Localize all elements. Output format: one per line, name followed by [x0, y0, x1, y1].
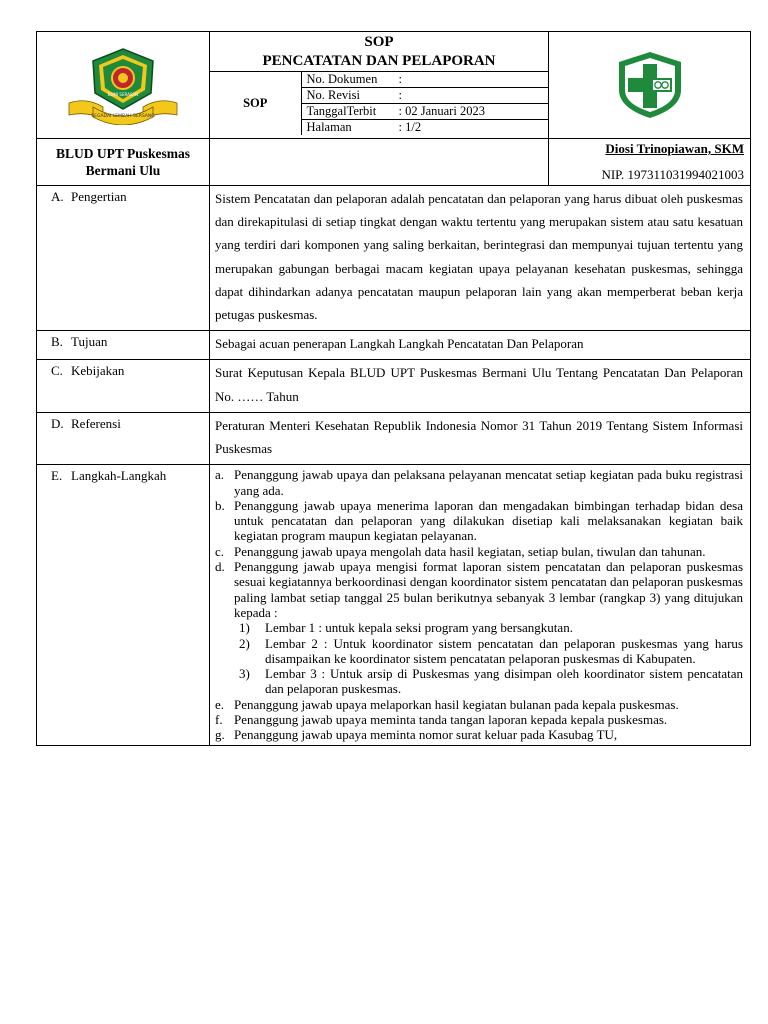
- list-item: a. Penanggung jawab upaya dan pelaksana pelayanan mencatat setiap kegiatan pada buku registrasi yang ada.: [215, 467, 743, 498]
- section-text-pengertian: Sistem Pencatatan dan pelaporan adalah pencatatan dan pelaporan yang harus dibuat oleh puskesmas dan direkapitulasi di setiap tingkat dengan waktu tertentu yang merupakan sistem atau satu kesatuan yang terdiri dari komponen yang saling berkaitan, berintegrasi dan mempunyai tujuan tertentu yang merupakan gabungan berbagai macam kegiatan upaya pelayanan kesehatan puskesmas, sehingga dapat dihindarkan adanya pencatatan maupun pelaporan lain yang akan memperberat beban kerja petugas puskesmas.: [210, 186, 751, 331]
- list-item: e. Penanggung jawab upaya melaporkan hasil kegiatan bulanan pada kepala puskesmas.: [215, 696, 679, 712]
- section-text-tujuan: Sebagai acuan penerapan Langkah Langkah Pencatatan Dan Pelaporan: [210, 331, 751, 360]
- meta-key: No. Revisi: [306, 88, 360, 102]
- list-item: c. Penanggung jawab upaya mengolah data hasil kegiatan, setiap bulan, tiwulan dan tahunan.: [215, 543, 706, 559]
- sub-list-item: 2) Lembar 2 : Untuk koordinator sistem pencatatan dan pelaporan puskesmas yang harus disampaikan ke koordinator sistem pencatatan pelaporan puskesmas di Kabupaten.: [239, 635, 743, 666]
- doc-meta-table: [210, 71, 548, 135]
- meta-key: Halaman: [306, 120, 352, 134]
- meta-key: No. Dokumen: [306, 72, 378, 86]
- empty-signature-cell: [210, 139, 549, 186]
- meta-key: TanggalTerbit: [306, 104, 377, 118]
- sub-list-item: 1) Lembar 1 : untuk kepala seksi program yang bersangkutan.: [239, 620, 573, 636]
- signer-name: Diosi Trinopiawan, SKM: [605, 141, 744, 156]
- meta-value: :: [398, 72, 402, 86]
- sub-list-item: 3) Lembar 3 : Untuk arsip di Puskesmas yang disimpan oleh koordinator sistem pencatatan dan pelaporan puskesmas.: [239, 666, 743, 697]
- emblem-motto: SEGADAI LEMBAH SERSANG: [91, 114, 155, 119]
- section-label-langkah: E. Langkah-Langkah: [37, 465, 210, 745]
- meta-value: : 1/2: [398, 120, 422, 134]
- section-label-referensi: D. Referensi: [37, 412, 210, 464]
- section-label-pengertian: A. Pengertian: [37, 186, 210, 331]
- section-label-kebijakan: C. Kebijakan: [37, 360, 210, 412]
- section-label-tujuan: B. Tujuan: [37, 331, 210, 360]
- emblem-name: BUMI SERASAN: [107, 92, 139, 97]
- puskesmas-logo-icon: [609, 50, 691, 120]
- sop-document-table: [36, 31, 751, 746]
- doc-title-sop: SOP: [364, 34, 394, 50]
- meta-value: :: [398, 88, 402, 102]
- signer-block: [549, 139, 751, 186]
- puskesmas-logo-cell: [549, 32, 751, 139]
- section-text-kebijakan: Surat Keputusan Kepala BLUD UPT Puskesmas Bermani Ulu Tentang Pencatatan Dan Pelaporan No. …… Tahun: [210, 360, 751, 412]
- section-text-referensi: Peraturan Menteri Kesehatan Republik Indonesia Nomor 31 Tahun 2019 Tentang Sistem Informasi Puskesmas: [210, 412, 751, 464]
- list-item: d. Penanggung jawab upaya mengisi format laporan sistem pencatatan dan pelaporan puskesmas sesuai kegiatannya berkoordinasi dengan koordinator sistem pencatatan dan pelaporan puskesmas paling lambat setiap tanggal 25 bulan berikutnya sebanyak 3 lembar (rangkap 3) yang ditujukan kepada :: [215, 559, 743, 620]
- sop-label: SOP: [210, 72, 301, 136]
- doc-title-main: PENCATATAN DAN PELAPORAN: [262, 53, 496, 69]
- district-logo-cell: [37, 32, 210, 139]
- list-item: b. Penanggung jawab upaya menerima laporan dan mengadakan bimbingan terhadap bidan desa untuk pencatatan dan pelaporan yang dilakukan disetiap kali melaksanakan kegiatan baik kegiatan program maupun kegiatan pelayanan.: [215, 497, 743, 544]
- list-item: g. Penanggung jawab upaya meminta nomor surat keluar pada Kasubag TU,: [215, 727, 618, 743]
- organization-name: BLUD UPT Puskesmas Bermani Ulu: [37, 139, 210, 186]
- signer-nip: NIP. 197311031994021003: [601, 167, 744, 182]
- sop-title-cell: [210, 32, 549, 139]
- steps-list: [210, 465, 751, 745]
- district-emblem-icon: [67, 45, 179, 125]
- list-item: f. Penanggung jawab upaya meminta tanda tangan laporan kepada kepala puskesmas.: [215, 711, 668, 727]
- meta-value: : 02 Januari 2023: [398, 104, 485, 118]
